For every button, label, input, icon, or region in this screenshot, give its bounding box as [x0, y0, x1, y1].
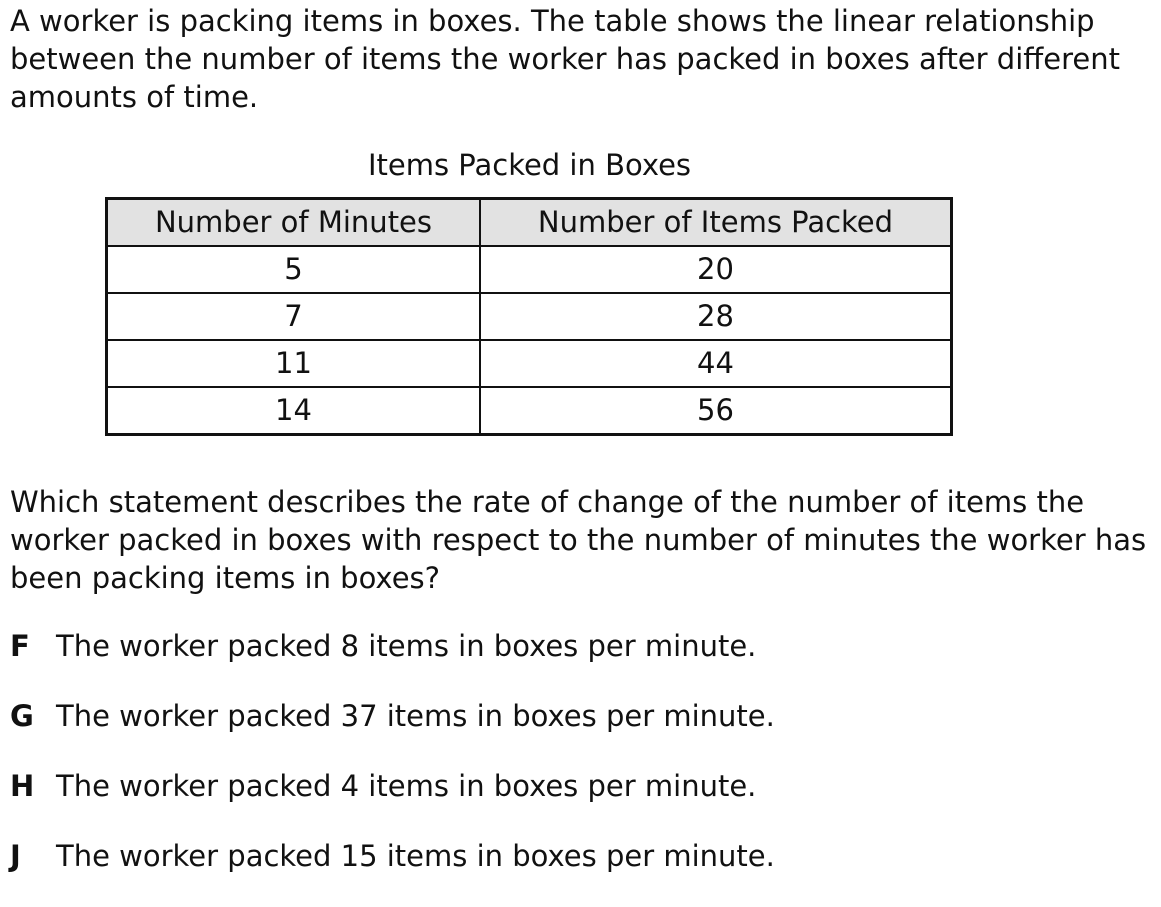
table-row: [107, 246, 952, 293]
table-row: [107, 340, 952, 387]
cell-minutes: 14: [107, 387, 481, 435]
table-row: [107, 387, 952, 435]
cell-items: 20: [480, 246, 952, 293]
choice-h[interactable]: [10, 767, 1150, 805]
choice-letter: G: [10, 699, 34, 733]
choice-text: The worker packed 37 items in boxes per minute.: [56, 699, 775, 733]
table-header-row: [107, 199, 952, 247]
choice-g[interactable]: [10, 697, 1150, 735]
cell-minutes: 11: [107, 340, 481, 387]
table-row: [107, 293, 952, 340]
items-packed-table: [105, 197, 953, 436]
cell-minutes: 5: [107, 246, 481, 293]
choice-text: The worker packed 4 items in boxes per minute.: [56, 769, 757, 803]
answer-choices: [10, 627, 1150, 907]
choice-letter: J: [10, 839, 21, 873]
cell-items: 44: [480, 340, 952, 387]
choice-j[interactable]: [10, 837, 1150, 875]
choice-letter: H: [10, 769, 35, 803]
cell-items: 28: [480, 293, 952, 340]
header-minutes: Number of Minutes: [107, 199, 481, 247]
cell-items: 56: [480, 387, 952, 435]
choice-f[interactable]: [10, 627, 1150, 665]
choice-text: The worker packed 15 items in boxes per minute.: [56, 839, 775, 873]
choice-text: The worker packed 8 items in boxes per minute.: [56, 629, 757, 663]
table-title: Items Packed in Boxes: [367, 148, 692, 182]
intro-text: A worker is packing items in boxes. The table shows the linear relationship between the number of items the worker has packed in boxes after different amounts of time.: [10, 4, 1120, 114]
question-text: Which statement describes the rate of change of the number of items the worker packed in boxes with respect to the number of minutes the worker has been packing items in boxes?: [10, 485, 1147, 595]
choice-letter: F: [10, 629, 30, 663]
header-items-packed: Number of Items Packed: [480, 199, 952, 247]
cell-minutes: 7: [107, 293, 481, 340]
